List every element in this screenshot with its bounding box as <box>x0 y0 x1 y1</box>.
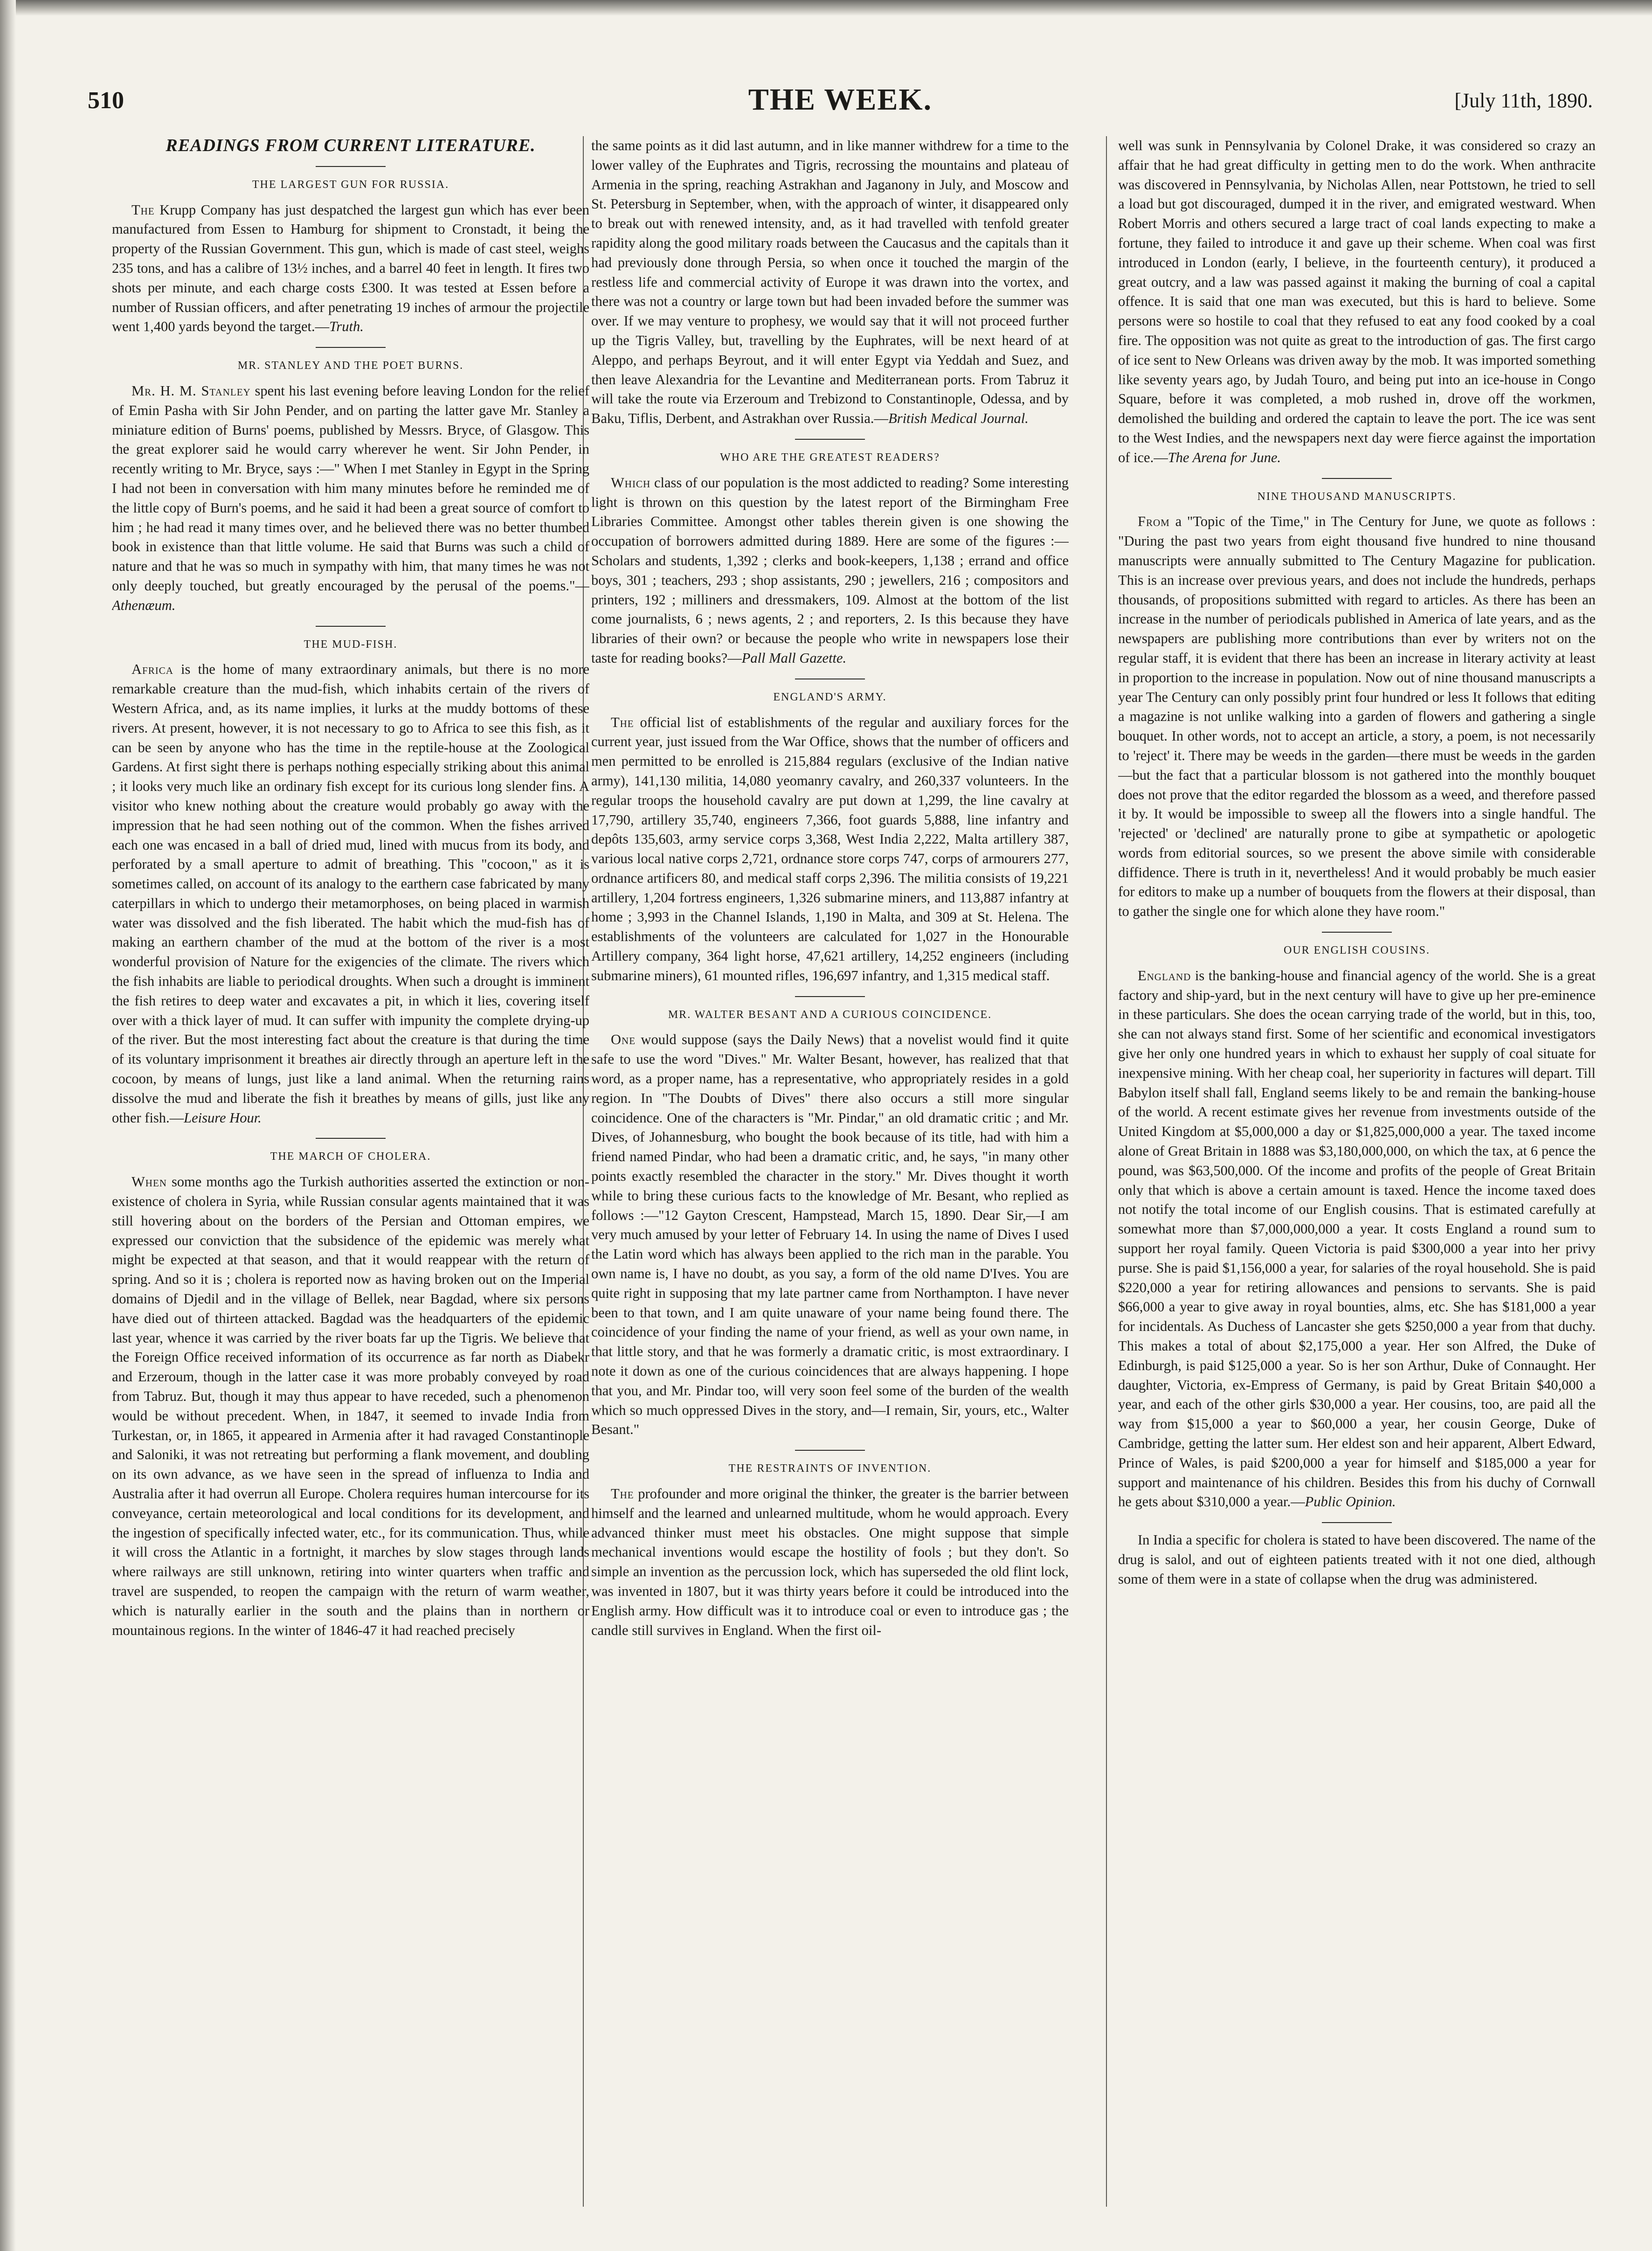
article-text: official list of establishments of the regular and auxiliary forces for the current year, just issued from the War Office, shows that the number of officers and men permitted to be enrolled is 215,884 regulars (exclusive of the Indian native army), 141,130 militia, 14,080 yeomanry cavalry, and 260,337 volunteers. In the regular troops the household cavalry are put down at 1,299, the line cavalry at 17,790, artillery 35,740, engineers 7,366, foot guards 5,888, line infantry and depôts 135,603, army service corps 3,368, West India 2,222, Malta artillery 387, various local native corps 2,721, ordnance store corps 747, corps of armourers 277, ordnance artificers 80, and medical staff corps 2,396. The militia consists of 19,221 artillery, 1,204 fortress engineers, 1,326 submarine miners, and 113,887 infantry at home ; 3,993 in the Channel Islands, 1,190 in Malta, and 309 at St. Helena. The establishments of the volunteers are calculated for 1,027 in the Honourable Artillery company, 364 light horse, 47,621 artillery, 14,252 engineers (including submarine miners), 61 mounted rifles, 196,697 infantry, and 1,315 medical staff. <box>591 714 1069 984</box>
article-source: Pall Mall Gazette. <box>741 650 847 666</box>
column-3 <box>1118 136 1596 2211</box>
separator-rule <box>795 1450 865 1451</box>
article-title: MR. WALTER BESANT AND A CURIOUS COINCIDENCE. <box>668 1008 992 1021</box>
article-body <box>1118 966 1596 1512</box>
separator-rule <box>1322 932 1392 933</box>
column-1 <box>112 136 589 2211</box>
article-lead: The <box>611 714 634 730</box>
article-text: would suppose (says the Daily News) that a novelist would find it quite safe to use the word "Dives." Mr. Walter Besant, however, has realized that that word, as a proper name, has a representative, who appropriately resides in a gold region. In "The Doubts of Dives" there also occurs a still more singular coincidence. One of the characters is "Mr. Pindar," an old dramatic critic ; and Mr. Dives, of Johannesburg, who bought the book because of its title, had with him a friend named Pindar, who had been a dramatic critic, and, he says, "in many other points exactly resembled the character in the story." Mr. Dives thought it worth while to bring these curious facts to the knowledge of Mr. Besant, who replied as follows :—"12 Gayton Crescent, Hampstead, March 15, 1890. Dear Sir,—I am very much amused by your letter of February 14. In using the name of Dives I used the Latin word which has always been applied to the rich man in the parable. You own name is, I have no doubt, as you say, a form of the old name D'Ives. You are quite right in supposing that my late partner came from Northampton. I have never been to that town, and I am quite unaware of your name being found there. The coincidence of your finding the name of your friend, as well as your own name, in that little story, and that he was formerly a dramatic critic, is most extraordinary. I note it down as one of the curious coincidences that are always happening. I hope that you, and Mr. Pindar too, will very soon feel some of the burden of the wealth which so much oppressed Dives in the story, and—I remain, Sir, yours, etc., Walter Besant." <box>591 1032 1069 1438</box>
article-text: spent his last evening before leaving London for the relief of Emin Pasha with Sir John Pender, and on parting the latter gave Mr. Stanley a miniature edition of Burns' poems, published by Messrs. Bryce, of Glasgow. This the great explorer said he would carry wherever he went. Sir John Pender, in recently writing to Mr. Bryce, says :—" When I met Stanley in Egypt in the Spring I had not been in conversation with him many minutes before he reminded me of the little copy of Burn's poems, and he said it had been a great source of comfort to him ; he had read it many times over, and he believed there was no better thumbed book in existence than that little volume. He said that Burns was such a child of nature and that he was so much in sympathy with him, that many times he was not only deeply touched, but greatly encouraged by the perusal of the poems."— <box>112 382 589 594</box>
separator-rule <box>316 166 386 167</box>
article-lead: From <box>1138 513 1170 530</box>
column-2 <box>591 136 1069 2211</box>
separator-rule <box>795 996 865 997</box>
article-title: THE MARCH OF CHOLERA. <box>270 1150 431 1163</box>
article-title: MR. STANLEY AND THE POET BURNS. <box>237 360 464 372</box>
column-divider <box>1106 136 1107 2207</box>
article-body <box>591 473 1069 668</box>
article-lead: The <box>611 1486 634 1502</box>
article-lead: When <box>131 1174 167 1190</box>
separator-rule <box>316 347 386 348</box>
article-body <box>112 1172 589 1640</box>
article-body <box>591 1484 1069 1640</box>
article-body <box>1118 1531 1596 1589</box>
article-lead: Mr. H. M. Stanley <box>131 382 251 399</box>
separator-rule <box>795 439 865 440</box>
article-body <box>591 713 1069 986</box>
article-source: Truth. <box>329 319 364 335</box>
article-title: THE MUD-FISH. <box>304 638 398 651</box>
article-text: well was sunk in Pennsylvania by Colonel Drake, it was considered so crazy an affair that he had great difficulty in getting men to do the work. When anthracite was discovered in Pennsylvania, by Nicholas Allen, near Pottstown, he tried to sell a load but got discouraged, dumped it in the river, and emigrated westward. When Robert Morris and others secured a large tract of coal lands expecting to make a fortune, they failed to introduce it and gave up their scheme. When coal was first introduced in London (early, I believe, in the fourteenth century), it produced a great outcry, and a law was passed against it making the burning of coal a capital offence. It is said that one man was executed, but this is hard to believe. Some persons were so hostile to coal that they refused to eat any food cooked by a coal fire. The opposition was not quite as great to the introduction of gas. The first cargo of ice sent to New Orleans was driven away by the mob. It was imported something like seventy years ago, by Judah Touro, and being put into an ice-house in Congo Square, before it was completed, a mob rushed in, drove off the workmen, demolished the building and ordered the captain to leave the port. The ice was sent to the West Indies, and the newspapers next day were fierce against the importation of ice.— <box>1118 138 1596 465</box>
article-body <box>112 201 589 337</box>
scan-top-edge <box>0 0 1652 16</box>
article-text: is the banking-house and financial agency of the world. She is a great factory and ship-yard, but in the next century will have to give up her pre-eminence in these particulars. She does the ocean carrying trade of the world, but in this, too, she can not always stand first. Some of her scientific and economical investigators give her only one hundred years in which to exhaust her supply of coal situate for inexpensive mining. With her cheap coal, her superiority in factures will depart. Till Babylon itself shall fall, England seems likely to be and remain the banking-house of the world. A recent estimate gives her revenue from investments outside of the United Kingdom at $5,000,000 a day or $1,825,000,000 a year. The taxed income alone of Great Britain in 1888 was $3,180,000,000, on which the tax, at 6 pence the pound, was $63,500,000. Of the income and profits of the people of Great Britain only that which is above a certain amount is taxed. Hence the income taxed does not notify the total income of our English cousins. That is estimated carefully at somewhat more than $7,000,000,000 a year. It costs England a round sum to support her royal family. Queen Victoria is paid $300,000 a year into her privy purse. She is paid $1,156,000 a year, for salaries of the royal household. She is paid $220,000 a year for retiring allowances and pensions to servants. She is paid $66,000 a year to give away in royal bounties, alms, etc. She has $181,000 a year for incidentals. As Duchess of Lancaster she gets $250,000 a year from that duchy. This makes a total of about $2,175,000 a year. Her son Alfred, the Duke of Edinburgh, is paid $125,000 a year. So is her son Arthur, Duke of Connaught. Her daughter, Victoria, ex-Empress of Germany, is paid by Great Britain $40,000 a year, and each of the other girls $30,000 a year. Her cousins, too, are paid all the way from $15,000 a year to $60,000 a year, her cousin George, Duke of Cambridge, getting the latter sum. Her eldest son and heir apparent, Albert Edward, Prince of Wales, is paid $200,000 a year for himself and $185,000 a year for support and maintenance of his children. Besides this from his duchy of Cornwall he gets about $310,000 a year.— <box>1118 967 1596 1510</box>
article-body <box>1118 512 1596 921</box>
separator-rule <box>1322 478 1392 479</box>
article-lead: England <box>1138 967 1191 984</box>
article-text: some months ago the Turkish authorities asserted the extinction or non-existence of cholera in Syria, while Russian consular agents maintained that it was still hovering about on the borders of the Persian and Ottoman empires, we expressed our conviction that the subsidence of the epidemic was merely what might be expected at that season, and that it would reappear with the return of spring. And so it is ; cholera is reported now as having broken out on the Imperial domains of Djedil and in the village of Bellek, near Bagdad, where six persons have died out of thirteen attacked. Bagdad was the headquarters of the epidemic last year, whence it was carried by the river boats far up the Tigris. We believe that the Foreign Office received information of its occurrence as far north as Diabekr and Erzeroum, though in the latter case it was more probably conveyed by road from Tabruz. But, though it may thus appear to have receded, such a phenomenon would be without precedent. When, in 1847, it seemed to invade India from Turkestan, or, in 1865, it appeared in Armenia after it had ravaged Constantinople and Saloniki, it was not retreating but performing a flank movement, and doubling on its own advance, as we have seen in the spread of influenza to India and Australia after it had overrun all Europe. Cholera requires human intercourse for its conveyance, certain meteorological and local conditions for its development, and the ingestion of specifically infected water, etc., for its communication. Thus, while it will cross the Atlantic in a fortnight, it marches by slow stages through lands where railways are still unknown, retiring into winter quarters when traffic and travel are suspended, to reopen the campaign with the return of warm weather, which is naturally earlier in the south and the plains than in northern or mountainous regions. In the winter of 1846-47 it had reached precisely <box>112 1174 589 1638</box>
article-continuation <box>591 136 1069 429</box>
article-source: Public Opinion. <box>1305 1494 1396 1510</box>
article-lead: Africa <box>131 661 173 678</box>
article-continuation <box>1118 136 1596 468</box>
article-text: class of our population is the most addicted to reading? Some interesting light is thrown on this question by the latest report of the Birmingham Free Libraries Committee. Amongst other tables therein given is one showing the occupation of borrowers admitted during 1889. Here are some of the figures :—Scholars and students, 1,392 ; clerks and book-keepers, 1,138 ; errand and office boys, 301 ; teachers, 293 ; shop assistants, 290 ; jewellers, 216 ; compositors and printers, 192 ; milliners and dressmakers, 109. Almost at the bottom of the list come journalists, 6 ; news agents, 2 ; and reporters, 2. Is this because they have libraries of their own? or because the people who write in newspapers lose their taste for reading books?— <box>591 474 1069 666</box>
section-heading: READINGS FROM CURRENT LITERATURE. <box>166 136 536 155</box>
article-title: OUR ENGLISH COUSINS. <box>1283 944 1431 957</box>
page-header <box>88 82 1593 124</box>
article-text: a "Topic of the Time," in The Century for June, we quote as follows : "During the past two years from eight thousand five hundred to nine thousand manuscripts were annually submitted to The Century Magazine for publication. This is an increase over previous years, and does not include the hundreds, perhaps thousands, of propositions submitted with regard to articles. As there has been an increase in the number of periodicals published in America of late years, and as the newspapers are publishing more contributions than ever by writers not on the regular staff, it is evident that there has been an increase in literary activity at least in proportion to the increase in population. Now out of nine thousand manuscripts a year The Century can only possibly print four hundred or less It follows that editing a magazine is not unlike walking into a garden of flowers and gathering a single bouquet. In other words, not to accept an article, a story, a poem, is not necessarily to 'reject' it. There may be weeds in the garden—there must be weeds in the garden—but the fact that a particular blossom is not gathered into the monthly bouquet does not prove that the editor regarded the blossom as a weed, and therefore passed it by. It would be impossible to sweep all the flowers into a single handful. The 'rejected' or 'declined' are naturally prone to gibe at sympathetic or apologetic words from editorial sources, so we present the above simile with considerable diffidence. There is truth in it, nevertheless! And it would probably be much easier for editors to make up a number of bouquets from the flowers at their disposal, than to gather the single one for which alone they have room." <box>1118 513 1596 920</box>
article-source: The Arena for June. <box>1168 449 1281 465</box>
article-source: British Medical Journal. <box>888 410 1029 427</box>
article-title: THE RESTRAINTS OF INVENTION. <box>728 1462 932 1475</box>
scan-binding-gutter <box>0 0 16 2251</box>
article-source: Leisure Hour. <box>184 1109 262 1126</box>
article-title: NINE THOUSAND MANUSCRIPTS. <box>1257 490 1457 503</box>
article-lead: The <box>131 201 155 218</box>
article-text: is the home of many extraordinary animals, but there is no more remarkable creature than the mud-fish, which inhabits certain of the rivers of Western Africa, and, as its name implies, it lurks at the muddy bottoms of these rivers. At present, however, it is not necessary to go to Africa to see this fish, as it can be seen by anyone who has the time in the reptile-house at the Zoological Gardens. At first sight there is perhaps nothing especially striking about this animal ; it looks very much like an ordinary fish except for its curious long slender fins. A visitor who knew nothing about the creature would probably go away with the impression that he had seen nothing out of the common. When the fishes arrived each one was encased in a ball of dried mud, lined with mucus from its body, and perforated by a small aperture to admit of breathing. This "cocoon," as it is sometimes called, on account of its analogy to the earthern case fabricated by many caterpillars in which to undergo their metamorphoses, on being placed in warmish water was dissolved and the fish liberated. The habit which the mud-fish has of making an earthern chamber of the mud at the bottom of the river is a most wonderful provision of Nature for the exigencies of the climate. The rivers which the fish inhabits are liable to periodical droughts. When such a drought is imminent the fish retires to deep water and excavates a pit, in which it lies, covering itself over with a thick layer of mud. It can suffer with impunity the complete drying-up of the river. But the most interesting fact about the creature is that during the time of its voluntary imprisonment it breathes air directly through an aperture left in the cocoon, by means of lungs, just like a land animal. When the returning rains dissolve the mud and liberate the fish it breathes by means of gills, just like any other fish.— <box>112 661 589 1126</box>
separator-rule <box>1322 1522 1392 1523</box>
article-text: the same points as it did last autumn, and in like manner withdrew for a time to the lower valley of the Euphrates and Tigris, recrossing the mountains and plateau of Armenia in the spring, reaching Astrakhan and Jaganony in July, and Moscow and St. Petersburg in September, when, with the approach of winter, it disappeared only to break out with renewed intensity, and, as it had travelled with tenfold greater rapidity along the good military roads between the Caucasus and the capitals than it had previously done through Persia, so when once it touched the margin of the restless life and commercial activity of Europe it was drawn into the vortex, and there was not a country or large town but had been invaded before the summer was over. If we may venture to prophesy, we would say that it will not proceed further up the Tigris Valley, but, travelling by the Euphrates, will be next heard of at Aleppo, and perhaps Beyrout, and it will enter Egypt via Yeddah and Suez, and then leave Alexandria for the Levantine and Mediterranean ports. From Tabruz it will take the route via Erzeroum and Trebizond to Constantinople, Odessa, and by Baku, Tiflis, Derbent, and Astrakhan over Russia.— <box>591 138 1069 427</box>
article-body <box>112 381 589 616</box>
page-number: 510 <box>88 87 124 114</box>
article-lead: One <box>611 1032 636 1048</box>
article-source: Athenæum. <box>112 597 176 613</box>
masthead-title: THE WEEK. <box>748 83 933 117</box>
article-lead: Which <box>611 474 651 491</box>
article-body <box>112 660 589 1128</box>
separator-rule <box>316 1138 386 1139</box>
issue-date: [July 11th, 1890. <box>1454 89 1593 112</box>
article-title: WHO ARE THE GREATEST READERS? <box>720 451 940 464</box>
separator-rule <box>316 626 386 627</box>
article-text: profounder and more original the thinker, the greater is the barrier between himself and the learned and unlearned multitude, whom he would approach. Every advanced thinker must meet his obstacles. One might suppose that simple mechanical inventions would escape the hostility of fools ; but they don't. So simple an invention as the percussion lock, which has superseded the old flint lock, was invented in 1807, but it was thirty years before it could be introduced into the English army. How difficult was it to introduce coal or even to introduce gas ; the candle still survives in England. When the first oil- <box>591 1486 1069 1638</box>
article-text: In India a specific for cholera is stated to have been discovered. The name of the drug is salol, and out of eighteen patients treated with it not one died, although some of them were in a state of collapse when the drug was administered. <box>1118 1532 1596 1587</box>
article-body <box>591 1030 1069 1440</box>
article-text: Krupp Company has just despatched the largest gun which has ever been manufactured from Essen to Hamburg for shipment to Cronstadt, it being the property of the Russian Government. This gun, which is made of cast steel, weighs 235 tons, and has a calibre of 13½ inches, and a barrel 40 feet in length. It fires two shots per minute, and each charge costs £300. It was tested at Essen before a number of Russian officers, and after penetrating 19 inches of armour the projectile went 1,400 yards beyond the target.— <box>112 201 589 335</box>
article-title: ENGLAND'S ARMY. <box>773 691 887 703</box>
article-title: THE LARGEST GUN FOR RUSSIA. <box>252 178 449 191</box>
